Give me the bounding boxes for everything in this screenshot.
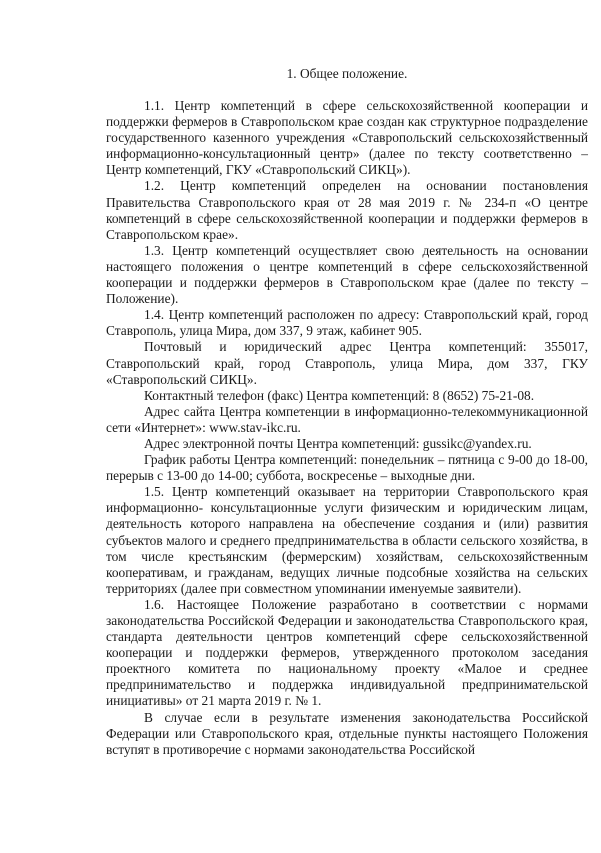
paragraph-website: Адрес сайта Центра компетенции в информационно-телекоммуникационной сети «Интернет»: www.stav-ikc.ru. (106, 403, 588, 435)
paragraph-phone: Контактный телефон (факс) Центра компетенций: 8 (8652) 75-21-08. (144, 387, 535, 403)
paragraph-1-3: 1.3. Центр компетенций осуществляет свою деятельность на основании настоящего положения о центре компетенций в сфере сельскохозяйственной кооперации и поддержки фермеров в Ставропольском крае (далее по тексту – Положение). (106, 242, 588, 307)
paragraph-1-6: 1.6. Настоящее Положение разработано в соответствии с нормами законодательства Российской Федерации и законодательства Ставропольского края, стандарта деятельности центров компетенций сфере сельскохозяйственной кооперации и поддержки фермеров, утвержденного протоколом заседания проектного комитета по национальному проекту «Малое и среднее предпринимательство и поддержка индивидуальной предпринимательской инициативы» от 21 марта 2019 г. № 1. (106, 596, 588, 709)
paragraph-legislation-change: В случае если в результате изменения законодательства Российской Федерации или Ставропольского края, отдельные пункты настоящего Положения вступят в противоречие с нормами законодательства Российской (106, 709, 588, 757)
paragraph-1-1: 1.1. Центр компетенций в сфере сельскохозяйственной кооперации и поддержки фермеров в Ставропольском крае создан как структурное подразделение государственного казенного учреждения «Ставропольский сельскохозяйственный информационно-консультационный центр» (далее по тексту соответственно – Центр компетенций, ГКУ «Ставропольский СИКЦ»). (106, 98, 588, 178)
paragraph-1-2: 1.2. Центр компетенций определен на основании постановления Правительства Ставропольского края от 28 мая 2019 г. № 234-п «О центре компетенций в сфере сельскохозяйственной кооперации и поддержки фермеров в Ставропольском крае». (106, 178, 588, 242)
section-heading: 1. Общее положение. (286, 66, 408, 81)
paragraph-schedule: График работы Центра компетенций: понедельник – пятница с 9-00 до 18-00, перерыв с 13-00 до 14-00; суббота, воскресенье – выходные дни. (106, 452, 588, 484)
paragraph-1-5: 1.5. Центр компетенций оказывает на территории Ставропольского края информационно- консультационные услуги физическим и юридическим лицам, деятельность которого направлена на обеспечение создания и (или) развития субъектов малого и среднего предпринимательства в области сельского хозяйства, в том числе крестьянским (фермерским) хозяйствам, сельскохозяйственным кооперативам, и гражданам, ведущих личные подсобные хозяйства на сельских территориях (далее при совместном упоминании именуемые заявители). (106, 484, 588, 596)
paragraph-email: Адрес электронной почты Центра компетенций: gussikc@yandex.ru. (144, 435, 532, 451)
paragraph-1-4: 1.4. Центр компетенций расположен по адресу: Ставропольский край, город Ставрополь, улица Мира, дом 337, 9 этаж, кабинет 905. (106, 307, 588, 339)
paragraph-postal-address: Почтовый и юридический адрес Центра компетенций: 355017, Ставропольский край, город Ставрополь, улица Мира, дом 337, ГКУ «Ставропольский СИКЦ». (106, 339, 588, 387)
